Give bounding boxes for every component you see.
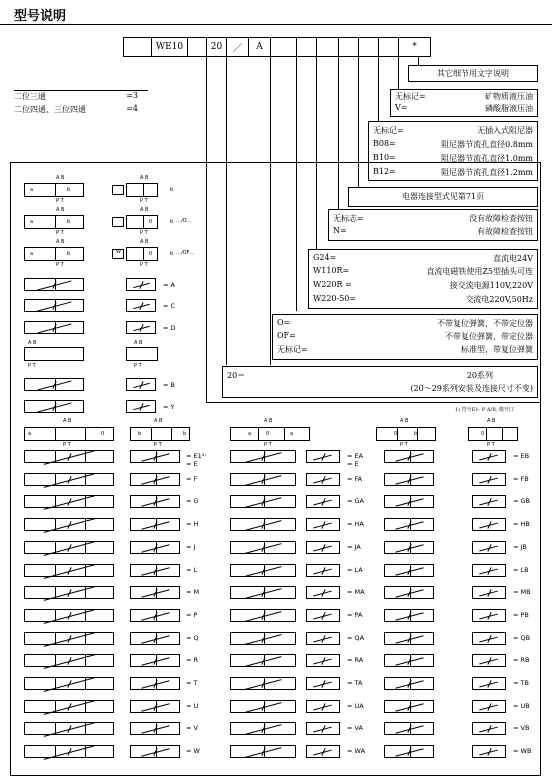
port-label: A B (487, 418, 496, 424)
port-w-label: W (116, 249, 121, 255)
valve-3pos-symbol (230, 654, 296, 667)
valve-3pos-symbol (230, 518, 296, 531)
symbol-code-label: = F (186, 475, 198, 483)
symbol-code-label: = JB (513, 543, 527, 551)
valve-center-symbol (130, 722, 180, 735)
code-cell: A (248, 37, 271, 57)
code-cell: * (398, 37, 431, 57)
title-divider (0, 24, 552, 25)
code-cell (270, 37, 297, 57)
port-label: b (67, 187, 71, 193)
port-label: 0 (394, 431, 398, 437)
valve-center-symbol (472, 495, 506, 508)
symbol-code-label: = Q (186, 634, 199, 642)
port-label: b (170, 251, 174, 257)
valve-center-symbol (130, 632, 180, 645)
port-label: P T (487, 442, 495, 448)
valve-2pos-symbol (384, 632, 434, 645)
valve-3pos-symbol (24, 564, 114, 577)
symbol-code-label: = E (347, 460, 359, 468)
valve-center-symbol (472, 609, 506, 622)
symbol-code-label: = H (186, 520, 199, 528)
port-label: 0 (101, 431, 105, 437)
orifice-box: 无标记= 无插入式阻尼器 B08= 阻尼器节流孔直径0.8mm B10= 阻尼器节流孔直径1.0mm B12= 阻尼器节流孔直径1.2mm (368, 121, 538, 181)
port-label: 0 (481, 431, 485, 437)
symbol-code-label: = QB (513, 634, 531, 642)
port-label: A B (140, 207, 149, 213)
port-label: P T (28, 363, 36, 369)
symbol-code-label: = MB (513, 588, 531, 596)
valve-center-symbol (472, 722, 506, 735)
valve-symbol (24, 378, 84, 391)
valve-center-symbol (306, 541, 340, 554)
port-label: a (30, 187, 34, 193)
column-header-valve (468, 427, 518, 441)
valve-3pos-symbol (24, 700, 114, 713)
valve-center-symbol (306, 745, 340, 758)
symbol-code-label: = PA (347, 611, 363, 619)
port-label: a (30, 251, 34, 257)
valve-solenoid-symbol (126, 183, 158, 197)
valve-3pos-symbol (24, 473, 114, 486)
valve-center-symbol (472, 450, 506, 463)
symbol-code-label: = QA (347, 634, 365, 642)
symbol-code-label: = EA (347, 452, 364, 460)
code-cell (338, 37, 359, 57)
valve-3pos-symbol (230, 700, 296, 713)
symbol-code-label: = TB (513, 679, 529, 687)
port-0-label: 0 (149, 219, 153, 225)
symbol-code-label: = WB (513, 747, 532, 755)
valve-center-symbol (306, 586, 340, 599)
valve-symbol (126, 278, 156, 291)
valve-2pos-symbol (24, 347, 84, 361)
valve-center-symbol (306, 677, 340, 690)
code-cell: ／ (226, 37, 249, 57)
symbol-code-label: = JA (347, 543, 361, 551)
symbol-code-label: = HA (347, 520, 364, 528)
valve-center-symbol (306, 722, 340, 735)
symbol-code-label: = UA (347, 702, 364, 710)
valve-2pos-symbol (384, 495, 434, 508)
symbol-code-label: = UB (513, 702, 530, 710)
note-3way: 二位三通 =3 (14, 91, 138, 101)
valve-center-symbol (130, 586, 180, 599)
valve-3pos-symbol (24, 677, 114, 690)
port-label: a (248, 431, 252, 437)
symbol-code-label: = MA (347, 588, 365, 596)
port-label: A B (56, 207, 65, 213)
note-4way: 二位四通、三位四通 =4 (14, 104, 138, 114)
valve-center-symbol (306, 632, 340, 645)
manual-override-box: 无标志= 没有故障检查按钮 N= 有故障检查按钮 (328, 209, 538, 241)
valve-2pos-symbol (384, 745, 434, 758)
valve-2pos-symbol (384, 700, 434, 713)
valve-center-symbol (130, 518, 180, 531)
port-label: A B (400, 418, 409, 424)
valve-3pos-symbol (230, 632, 296, 645)
port-label: 0 (266, 431, 270, 437)
valve-3pos-symbol (230, 473, 296, 486)
valve-symbol (24, 278, 84, 291)
symbol-code-label: = LA (347, 566, 363, 574)
symbol-code-label: = P (186, 611, 198, 619)
valve-solenoid-symbol (126, 247, 158, 261)
valve-center-symbol (306, 564, 340, 577)
valve-3pos-symbol (24, 450, 114, 463)
code-cell (187, 37, 207, 57)
port-label: a (28, 431, 32, 437)
model-code-label: = A (163, 281, 175, 289)
valve-center-symbol (306, 609, 340, 622)
port-label: A B (134, 340, 143, 346)
solenoid-icon (112, 217, 124, 227)
code-cell (316, 37, 339, 57)
port-label: A B (28, 340, 37, 346)
valve-center-symbol (472, 586, 506, 599)
port-label: P T (56, 198, 64, 204)
fluid-row-phosphate: V= 磷酸脂液压油 (395, 103, 533, 113)
valve-center-symbol (472, 700, 506, 713)
code-cell (378, 37, 399, 57)
valve-solenoid-symbol (126, 347, 158, 361)
symbol-code-label: = W (186, 747, 200, 755)
footnote: 1) 符号E1- P A/B, 微开口 (455, 407, 514, 413)
valve-3pos-symbol (230, 586, 296, 599)
valve-2pos-symbol (384, 473, 434, 486)
valve-3pos-symbol (230, 541, 296, 554)
symbol-code-label: = EB (513, 452, 530, 460)
valve-3pos-symbol (230, 495, 296, 508)
port-label: b (170, 219, 174, 225)
port-label: P T (56, 262, 64, 268)
symbol-code-label: = TA (347, 679, 363, 687)
valve-symbol (24, 299, 84, 312)
symbol-code-label: = WA (347, 747, 366, 755)
dash-label-of: …/OF… (176, 250, 195, 256)
valve-3pos-symbol (24, 609, 114, 622)
valve-center-symbol (472, 745, 506, 758)
port-label: P T (63, 442, 71, 448)
page-title: 型号说明 (14, 9, 67, 24)
port-label: A B (264, 418, 273, 424)
series-box: 20＝ 20系列 (20～29系列安装及连接尺寸不变) (222, 366, 538, 398)
symbol-code-label: = PB (513, 611, 529, 619)
valve-2pos-symbol (384, 541, 434, 554)
valve-symbol (24, 400, 84, 413)
fluid-row-mineral: 无标记= 矿物质液压油 (395, 92, 533, 101)
model-code-label: = D (163, 324, 176, 332)
connector-box: 电器连接型式见第71页 (348, 187, 538, 207)
valve-2pos-symbol (384, 564, 434, 577)
valve-center-symbol (306, 654, 340, 667)
code-cell (296, 37, 317, 57)
valve-3pos-symbol (230, 745, 296, 758)
symbol-code-label: = R (186, 656, 199, 664)
symbol-code-label: = LB (513, 566, 529, 574)
valve-center-symbol (472, 654, 506, 667)
valve-2pos-symbol (384, 722, 434, 735)
symbol-code-label: = HB (513, 520, 530, 528)
valve-center-symbol (130, 700, 180, 713)
model-code-label: = C (163, 302, 176, 310)
port-label: a (30, 219, 34, 225)
code-cell: 20 (206, 37, 227, 57)
port-count-notes (14, 90, 148, 117)
valve-center-symbol (472, 632, 506, 645)
valve-symbol (126, 378, 156, 391)
valve-center-symbol (306, 473, 340, 486)
valve-center-symbol (130, 654, 180, 667)
symbol-code-label: = L (186, 566, 198, 574)
valve-2pos-symbol (384, 450, 434, 463)
valve-3pos-symbol (230, 609, 296, 622)
symbol-code-label: = RA (347, 656, 364, 664)
port-label: A B (140, 239, 149, 245)
port-label: P T (56, 230, 64, 236)
valve-3pos-symbol (24, 495, 114, 508)
symbol-code-label: = G (186, 497, 199, 505)
code-cell (358, 37, 379, 57)
spring-box: O= 不带复位弹簧，不带定位器 OF= 不带复位弹簧，带定位器 无标记= 标准型，带复位弹簧 (272, 314, 538, 360)
valve-center-symbol (130, 495, 180, 508)
symbol-code-label: = GA (347, 497, 364, 505)
port-label: A B (140, 175, 149, 181)
valve-center-symbol (472, 473, 506, 486)
port-label: P T (400, 442, 408, 448)
valve-2pos-symbol (384, 677, 434, 690)
port-label: A B (154, 418, 163, 424)
other-details-box: 其它细节用文字说明 (408, 65, 538, 82)
code-cell: WE10 (151, 37, 188, 57)
valve-3pos-symbol (24, 654, 114, 667)
port-label: b (183, 431, 187, 437)
valve-center-symbol (130, 541, 180, 554)
valve-center-symbol (130, 473, 180, 486)
model-code-label: = Y (163, 403, 175, 411)
dash-label-o: …/O… (176, 218, 192, 224)
valve-center-symbol (472, 677, 506, 690)
code-cell (123, 37, 152, 57)
fluid-box (390, 89, 538, 117)
valve-center-symbol (130, 609, 180, 622)
valve-symbol (126, 321, 156, 334)
symbol-code-label: = FA (347, 475, 363, 483)
port-label: P T (140, 262, 148, 268)
port-label: b (67, 219, 71, 225)
symbol-code-label: = E1¹⁾ (186, 452, 206, 460)
valve-2pos-symbol (384, 586, 434, 599)
port-label: b (67, 251, 71, 257)
port-label: A B (63, 418, 72, 424)
port-label: a (290, 431, 294, 437)
valve-symbol (24, 321, 84, 334)
port-label: A B (56, 175, 65, 181)
symbol-code-label: = J (186, 543, 196, 551)
valve-center-symbol (472, 564, 506, 577)
solenoid-icon (112, 185, 124, 195)
valve-3pos-symbol (24, 722, 114, 735)
port-label: b (414, 431, 418, 437)
valve-center-symbol (306, 495, 340, 508)
port-label: A B (56, 239, 65, 245)
valve-center-symbol (130, 745, 180, 758)
port-label: P T (140, 198, 148, 204)
valve-3pos-symbol (230, 722, 296, 735)
valve-center-symbol (472, 541, 506, 554)
valve-2pos-symbol (384, 609, 434, 622)
valve-2pos-symbol (384, 518, 434, 531)
port-0-label: 0 (149, 251, 153, 257)
symbol-code-label: = U (186, 702, 199, 710)
port-label: P T (140, 230, 148, 236)
port-label: P T (264, 442, 272, 448)
symbol-code-label: = T (186, 679, 198, 687)
column-header-valve (230, 427, 310, 441)
symbol-code-label: = VA (347, 724, 363, 732)
valve-center-symbol (130, 564, 180, 577)
valve-3pos-symbol (24, 745, 114, 758)
symbol-code-label: = RB (513, 656, 530, 664)
valve-3pos-symbol (230, 564, 296, 577)
symbol-code-label: = GB (513, 497, 531, 505)
valve-center-symbol (306, 700, 340, 713)
valve-center-symbol (130, 677, 180, 690)
port-label: P T (154, 442, 162, 448)
column-header-valve (376, 427, 436, 441)
valve-3pos-symbol (230, 450, 296, 463)
model-code-label: = B (163, 381, 175, 389)
symbol-code-label: = VB (513, 724, 530, 732)
port-label: b (138, 431, 142, 437)
symbol-code-label: = M (186, 588, 200, 596)
valve-solenoid-symbol (126, 215, 158, 229)
valve-center-symbol (306, 450, 340, 463)
valve-3pos-symbol (24, 632, 114, 645)
valve-3pos-symbol (24, 541, 114, 554)
symbol-code-label: = V (186, 724, 198, 732)
valve-center-symbol (472, 518, 506, 531)
valve-center-symbol (130, 450, 180, 463)
symbol-code-label: = FB (513, 475, 529, 483)
valve-3pos-symbol (24, 586, 114, 599)
valve-3pos-symbol (230, 677, 296, 690)
valve-symbol (126, 400, 156, 413)
valve-symbol (126, 299, 156, 312)
symbol-code-label: = E (186, 460, 198, 468)
port-label: P T (134, 363, 142, 369)
valve-center-symbol (306, 518, 340, 531)
valve-3pos-symbol (24, 518, 114, 531)
valve-2pos-symbol (384, 654, 434, 667)
voltage-box: G24= 直流电24V W110R= 直流电磁铁使用Z5型插头可连 W220R = 接交流电源110V,220V W220-50= 交流电220V,50Hz (308, 249, 538, 309)
port-label: b (170, 187, 174, 193)
